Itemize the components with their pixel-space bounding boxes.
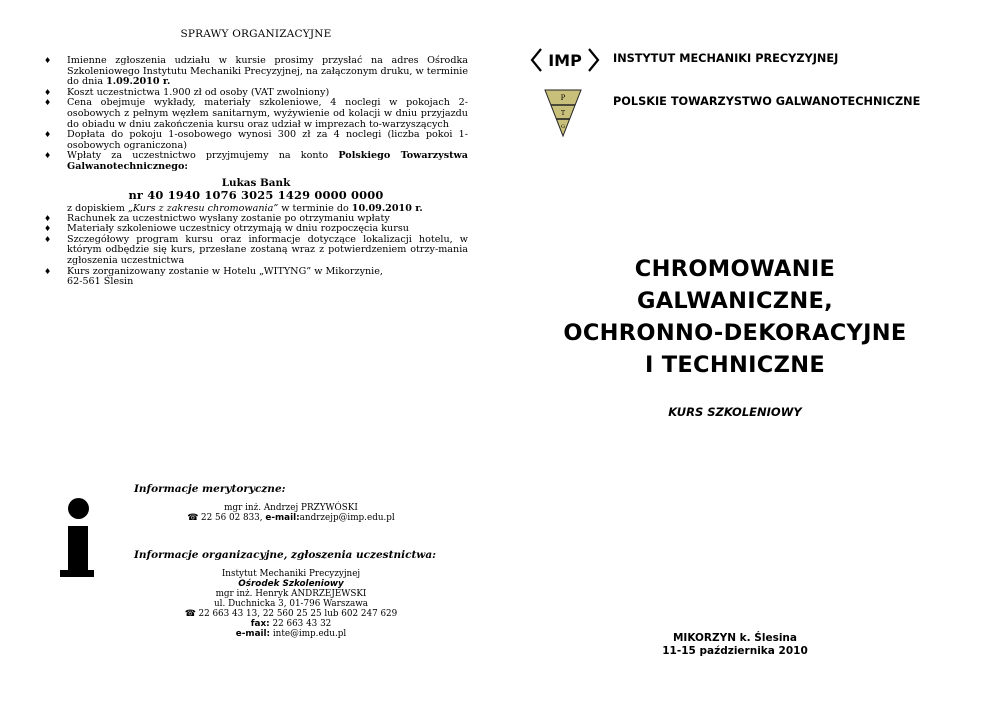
- bullet-icon: ♦: [44, 234, 52, 244]
- course-subtitle: KURS SZKOLENIOWY: [668, 405, 802, 419]
- list-item: ♦ Wpłaty za uczestnictwo przyjmujemy na konto Polskiego Towarzystwa Galwanotechnicznego:: [44, 150, 469, 172]
- ptg-logo-letter-g: G: [561, 124, 565, 130]
- list-item: ♦ Cena obejmuje wykłady, materiały szkoleniowe, 4 noclegi w pokojach 2-osobowych z pełnym węzłem sanitarnym, wyżywienie od kolacji w dniu przyjazdu do obiadu w dniu zakończenia kursu oraz udział w imprezach to-warzyszących: [44, 97, 468, 130]
- venue-and-dates: [560, 632, 910, 658]
- dates: 11-15 października 2010: [662, 645, 808, 657]
- org-fax: fax: 22 663 43 32: [250, 619, 332, 629]
- ptg-logo: [543, 88, 583, 138]
- list-item: ♦ Imienne zgłoszenia udziału w kursie prosimy przysłać na adres Ośrodka Szkoleniowego Instytutu Mechaniki Precyzyjnej, na załączonym druku, w terminie do dnia 1.09.2010 r.: [44, 55, 468, 88]
- info-list-bottom: [44, 214, 468, 288]
- bank-name: Lukas Bank: [221, 176, 291, 189]
- list-item: ♦ Dopłata do pokoju 1-osobowego wynosi 300 zł za 4 noclegi (liczba pokoi 1-osobowych ograniczona): [44, 129, 468, 151]
- bank-details: [44, 177, 468, 202]
- bullet-icon: ♦: [44, 213, 52, 223]
- org-name-imp: INSTYTUT MECHANIKI PRECYZYJNEJ: [613, 52, 839, 65]
- title-line-3: OCHRONNO-DEKORACYJNE: [563, 320, 907, 346]
- org-email: e-mail: inte@imp.edu.pl: [235, 629, 347, 639]
- bullet-icon: ♦: [44, 151, 52, 161]
- imp-logo-right-chevron: [589, 49, 598, 71]
- org-phones: ☎ 22 663 43 13, 22 560 25 25 lub 602 247 629: [184, 609, 398, 619]
- payment-note: z dopiskiem „Kurs z zakresu chromowania” w terminie do 10.09.2010 r.: [67, 202, 423, 214]
- ptg-logo-letter-t: T: [560, 110, 566, 117]
- contact1-name: mgr inż. Andrzej PRZYWÓSKI: [224, 503, 358, 513]
- imp-logo-left-chevron: [532, 49, 541, 71]
- info-heading-technical: Informacje merytoryczne:: [134, 483, 286, 495]
- title-line-2: GALWANICZNE,: [636, 288, 834, 314]
- list-item: ♦ Materiały szkoleniowe uczestnicy otrzymają w dniu rozpoczęcia kursu: [44, 223, 409, 235]
- bullet-icon: ♦: [44, 130, 52, 140]
- bullet-icon: ♦: [44, 56, 52, 65]
- org-address: ul. Duchnicka 3, 01-796 Warszawa: [214, 599, 368, 609]
- list-item: ♦ Koszt uczestnictwa 1.900 zł od osoby (VAT zwolniony): [44, 86, 330, 98]
- bullet-icon: ♦: [44, 87, 52, 97]
- list-item: ♦ Rachunek za uczestnictwo wysłany zostanie po otrzymaniu wpłaty: [44, 212, 390, 224]
- ptg-logo-letter-p: P: [560, 94, 566, 102]
- info-list-top: [44, 56, 468, 173]
- list-item: ♦ Szczegółowy program kursu oraz informacje dotyczące lokalizacji hotelu, w którym odbędzie się kurs, przesłane zostaną wraz z potwierdzeniem otrzy-mania zgłoszenia uczestnictwa: [44, 233, 468, 266]
- contact1-email: andrzejp@imp.edu.pl: [299, 513, 395, 523]
- title-line-4: I TECHNICZNE: [644, 352, 826, 378]
- info-icon-stem: [68, 526, 88, 574]
- imp-logo: [530, 47, 600, 73]
- technical-contact: [120, 503, 462, 523]
- section-title: SPRAWY ORGANIZACYJNE: [180, 28, 332, 40]
- info-icon-dot: [68, 498, 89, 519]
- bullet-icon: ♦: [44, 224, 52, 234]
- bullet-icon: ♦: [44, 98, 52, 108]
- contact1-details: ☎ 22 56 02 833, e-mail:andrzejp@imp.edu.pl: [187, 513, 395, 523]
- title-line-1: CHROMOWANIE: [634, 256, 836, 282]
- bank-account: nr 40 1940 1076 3025 1429 0000 0000: [128, 187, 384, 202]
- org-name-ptg: POLSKIE TOWARZYSTWO GALWANOTECHNICZNE: [613, 95, 921, 108]
- org-name: Instytut Mechaniki Precyzyjnej: [221, 569, 361, 579]
- info-icon-foot: [60, 570, 94, 577]
- course-title: [520, 253, 950, 381]
- organizational-section: [44, 28, 468, 288]
- info-heading-organizational: Informacje organizacyjne, zgłoszenia uczestnictwa:: [134, 549, 437, 561]
- org-unit: Ośrodek Szkoleniowy: [238, 579, 344, 589]
- contact2-name: mgr inż. Henryk ANDRZEJEWSKI: [215, 589, 367, 599]
- info-icon: [58, 498, 98, 580]
- bullet-icon: ♦: [44, 266, 52, 276]
- imp-logo-text: IMP: [548, 51, 582, 70]
- organizational-contact: [120, 569, 462, 639]
- venue: MIKORZYN k. Ślesina: [672, 632, 797, 644]
- list-item: ♦ Kurs zorganizowany zostanie w Hotelu „WITYNG” w Mikorzynie, 62-561 Ślesin: [44, 265, 383, 288]
